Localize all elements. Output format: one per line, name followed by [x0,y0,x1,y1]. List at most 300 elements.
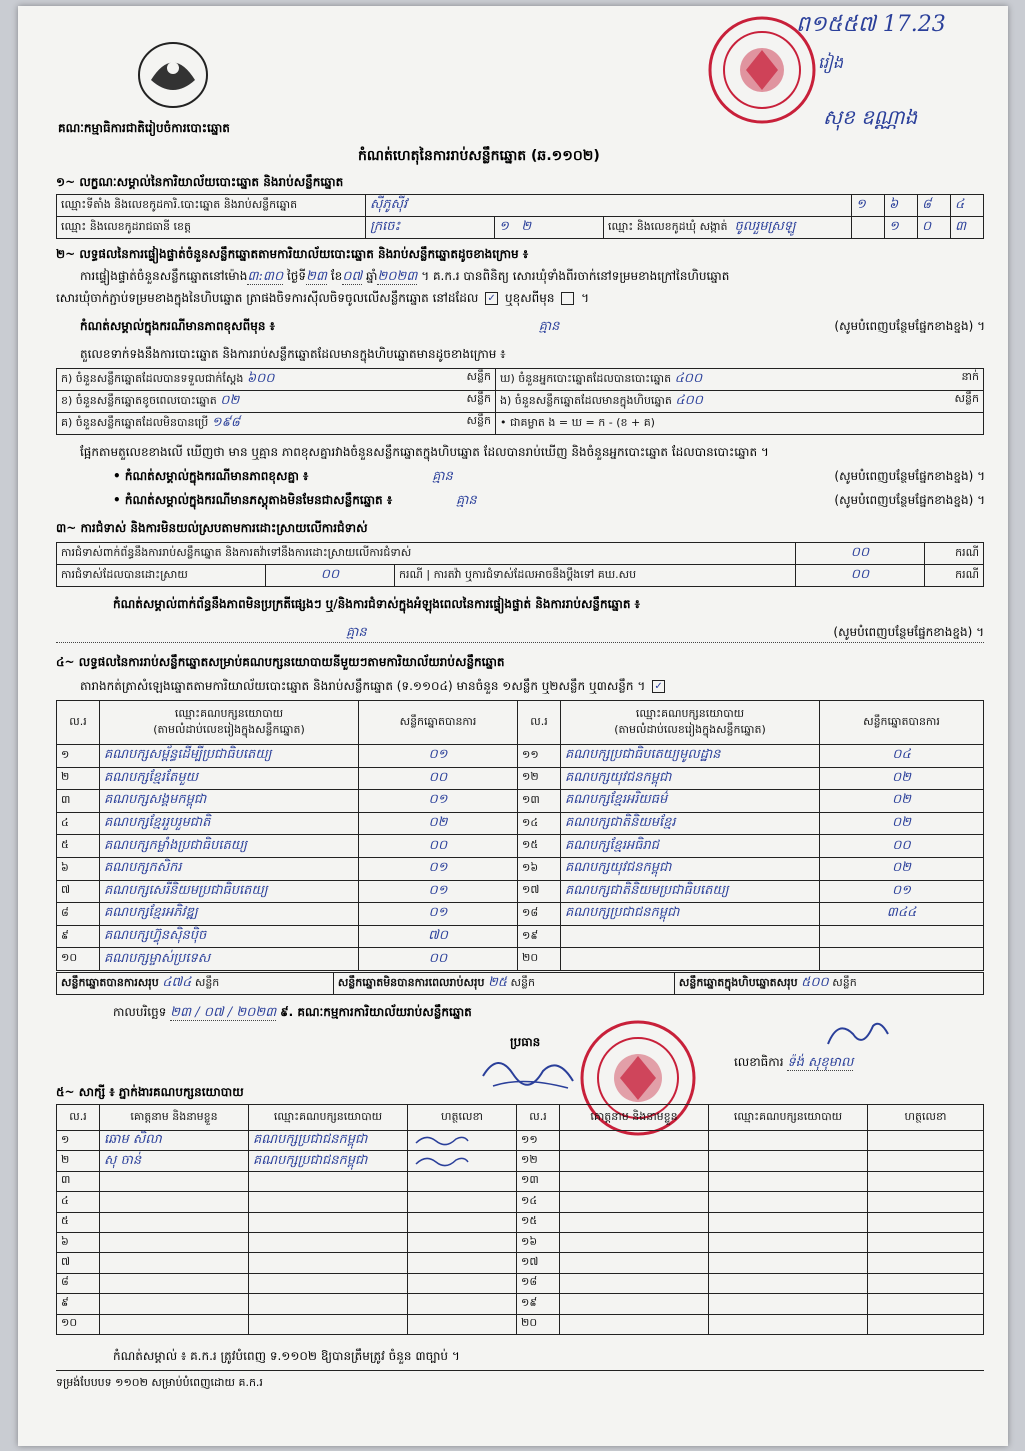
total-box-label: សន្លឹកឆ្នោតក្នុងហិបឆ្នោតសរុប [678,976,798,989]
witness-name: ឆោម សិលា [100,1131,249,1151]
witness-party [709,1273,868,1293]
bullet-difference-value: គ្មាន [432,469,453,484]
party-votes: ០១ [820,880,984,903]
appeal-label: ការតវ៉ា ឬការជំទាស់ដែលអាចនឹងប្តឹងទៅ គឃ.សប [433,567,637,581]
party-name: គណបក្សសម្ព័ន្ធដើម្បីប្រជាធិបតេយ្យ [100,745,359,768]
col-no-right: ល.រ [518,701,561,745]
party-name: គណបក្សយុវជនកម្ពុជា [561,857,820,880]
witness-no: ១៩ [517,1294,560,1314]
party-votes: ៧០ [359,925,518,948]
same-checkbox[interactable]: ✓ [485,292,498,305]
commune-value: ចូលរួមស្រឡូ [734,219,796,234]
party-no: ១២ [518,767,561,790]
totals-table [56,972,984,995]
party-votes: ០១ [359,880,518,903]
party-no: ១៧ [518,880,561,903]
secretary-signature [818,1014,898,1058]
witness-party [249,1314,408,1334]
fig-b-label: ខ) ចំនួនសន្លឹកឆ្នោតខូចពេលបោះឆ្នោត [61,394,217,407]
witness-name [560,1151,709,1171]
fig-c-label: គ) ចំនួនសន្លឹកឆ្នោតដែលមិនបានប្រើ [61,416,209,429]
witness-name [560,1131,709,1151]
party-no: ៥ [57,835,100,858]
section-3-heading: ៣~ ការជំទាស់ និងការមិនយល់ស្របតាមការដោះស្រាយលើការជំទាស់ [56,521,368,535]
witness-no: ១១ [517,1131,560,1151]
verification-paragraph-2: សោរឃុំចាក់ភ្ជាប់ទម្រមខាងក្នុងនៃហិបឆ្នោត ត្រាផងចិទការស៊ីលចិទចូលលើសន្លឹកឆ្នោត នៅដដែល ✓ ឬខុសពីមុន ។ [56,291,590,305]
witness-no: ៣ [57,1171,100,1191]
party-votes: ០១ [359,903,518,926]
party-votes: ៣៤៤ [820,903,984,926]
witness-no: ២ [57,1151,100,1171]
witness-row [57,1253,984,1273]
handwritten-note-3: សុខ ឧណ្ណាង [823,105,918,129]
party-no: ២០ [518,948,561,971]
province-code [495,217,604,239]
total-invalid-value: ២៥ [487,975,507,990]
party-votes: ០១ [359,857,518,880]
witness-party [249,1253,408,1273]
total-valid-label: សន្លឹកឆ្នោតបានការសរុប [61,976,159,989]
witness-no: ៥ [57,1212,100,1232]
fig-a-unit: សន្លឹក [466,370,491,383]
witness-row [57,1131,984,1151]
witness-signature [408,1212,517,1232]
col-party-right [561,701,820,745]
footer-rule [56,1370,984,1371]
witness-signature [868,1192,984,1212]
witness-name [100,1212,249,1232]
chair-signature [473,1046,583,1096]
witness-no: ១៥ [517,1212,560,1232]
witness-signature [868,1253,984,1273]
irregularity-note-value: គ្មាន [346,625,367,640]
org-name: គណៈកម្មាធិការជាតិរៀបចំការបោះឆ្នោត [58,121,230,135]
col-party-right-sub: (តាមលំដាប់លេខរៀងក្នុងសន្លឹកឆ្នោត) [614,722,766,736]
witness-signature [868,1294,984,1314]
results-row [57,745,984,768]
total-valid [57,973,334,995]
witness-party [709,1131,868,1151]
party-votes: ០០ [820,835,984,858]
witness-no: ២០ [517,1314,560,1334]
witness-party [709,1253,868,1273]
secretary-name: ទ៉ង់ សុខុមាល [787,1055,854,1070]
party-name: គណបក្សសង្គមកម្ពុជា [100,790,359,813]
hw-day: ២៣ [306,269,327,284]
section-2-heading: ២~ លទ្ធផលនៃការផ្ទៀងផ្ទាត់ចំនួនសន្លឹកឆ្នោតតាមការិយាល័យបោះឆ្នោត និងរាប់សន្លឹកឆ្នោតដូចខាងក្រោម ៖ [56,247,529,261]
commune-code-2: ០ [918,217,951,239]
official-stamp-top [706,14,818,126]
witness-name [100,1294,249,1314]
party-no: ៩ [57,925,100,948]
party-name: គណបក្សខ្មែររួបរួមជាតិ [100,812,359,835]
fig-b-unit: សន្លឹក [466,392,491,405]
location-code-1: ១ [852,195,885,217]
w-col-no-left: ល.រ [57,1105,100,1131]
hw-time: ៣:៣០ [247,269,284,284]
location-label: ឈ្មោះទីតាំង និងលេខកូដការិ.បោះឆ្នោត និងរាប់សន្លឹកឆ្នោត [57,195,366,217]
witness-party [249,1273,408,1293]
party-votes: ០០ [359,767,518,790]
figures-intro: តួលេខទាក់ទងនឹងការបោះឆ្នោត និងការរាប់សន្លឹកឆ្នោតដែលមានក្នុងហិបឆ្នោតមានដូចខាងក្រោម ៖ [80,347,506,361]
witness-party [709,1171,868,1191]
party-name: គណបក្សកម្លាំងប្រជាធិបតេយ្យ [100,835,359,858]
witness-party [709,1151,868,1171]
results-body [57,745,984,971]
party-name [561,925,820,948]
witness-row [57,1314,984,1334]
witness-signature [408,1314,517,1334]
party-votes [820,925,984,948]
fig-d-unit: នាក់ [961,370,979,383]
witness-name [560,1314,709,1334]
bullet-difference-label: • កំណត់សម្គាល់ក្នុងករណីមានភាពខុសគ្នា ៖ [113,469,309,483]
date-label: កាលបរិច្ឆេទ [113,1005,167,1019]
witness-party [709,1294,868,1314]
witness-signature [408,1151,517,1171]
location-code-3: ៨ [918,195,951,217]
date-line [113,1004,472,1023]
witness-table [56,1104,984,1335]
witness-name [560,1253,709,1273]
section-1-heading: ១~ លក្ខណៈសម្គាល់នៃការិយាល័យបោះឆ្នោត និងរាប់សន្លឹកឆ្នោត [56,175,344,189]
figures-table [56,368,984,435]
party-no: ១៥ [518,835,561,858]
results-row [57,880,984,903]
party-votes: ០២ [359,812,518,835]
witness-party: គណបក្សប្រជាជនកម្ពុជា [249,1131,408,1151]
chair-label: ប្រធាន [510,1035,541,1049]
witness-signature [408,1232,517,1252]
w-col-party-right: ឈ្មោះគណបក្សនយោបាយ [709,1105,868,1131]
witness-no: ១៤ [517,1192,560,1212]
secretary-label: លេខាធិការ [734,1055,784,1069]
province-label: ឈ្មោះ និងលេខកូដរាជធានី ខេត្ត [57,217,366,239]
fig-d-value: ៤០០ [674,371,703,386]
location-code-2: ៦ [885,195,918,217]
witness-signature [868,1212,984,1232]
party-name: គណបក្សម្ចាស់ប្រទេស [100,948,359,971]
party-name: គណបក្សជាតិនិយមប្រជាធិបតេយ្យ [561,880,820,903]
witness-signature [408,1294,517,1314]
w-col-sign-right: ហត្ថលេខា [868,1105,984,1131]
bullet-difference [113,468,985,487]
party-no: ១០ [57,948,100,971]
difference-note-value: គ្មាន [538,319,560,334]
difference-note-label: កំណត់សម្គាល់ក្នុងករណីមានភាពខុសពីមុន ៖ [80,319,275,333]
party-name: គណបក្សប្រជាធិបតេយ្យមូលដ្ឋាន [561,745,820,768]
witness-party [249,1294,408,1314]
witness-signature [868,1151,984,1171]
witness-no: ១០ [57,1314,100,1334]
col-party-left [100,701,359,745]
witness-no: ១៦ [517,1232,560,1252]
total-box [674,973,983,995]
party-votes: ០១ [359,745,518,768]
handwritten-note-2: រៀង [818,53,844,72]
witness-body [57,1131,984,1335]
witness-signature [868,1273,984,1293]
witness-name [100,1314,249,1334]
bullet-difference-suffix: (សូមបំពេញបន្ថែមផ្នែកខាងខ្នង) ។ [834,469,985,483]
party-no: ១៨ [518,903,561,926]
party-name: គណបក្សប្រជាជនកម្ពុជា [561,903,820,926]
witness-party: គណបក្សប្រជាជនកម្ពុជា [249,1151,408,1171]
total-valid-unit: សន្លឹក [194,976,220,989]
party-votes: ០១ [359,790,518,813]
col-party-left-sub: (តាមលំដាប់លេខរៀងក្នុងសន្លឹកឆ្នោត) [153,722,305,736]
party-no: ១៦ [518,857,561,880]
witness-no: ៤ [57,1192,100,1212]
province-code-2: ២ [521,219,532,234]
total-invalid-unit: សន្លឹក [510,976,535,989]
col-votes-left: សន្លឹកឆ្នោតបានការ [359,701,518,745]
col-no-left: ល.រ [57,701,100,745]
witness-name [560,1212,709,1232]
party-no: ១៤ [518,812,561,835]
witness-signature [868,1171,984,1191]
para2-text: សោរឃុំចាក់ភ្ជាប់ទម្រមខាងក្នុងនៃហិបឆ្នោត ត្រាផងចិទការស៊ីលចិទចូលលើសន្លឹកឆ្នោត នៅដដែល [56,291,479,305]
witness-row [57,1151,984,1171]
appeal-value: ០០ [796,565,925,587]
witness-no: ៨ [57,1273,100,1293]
witness-name [560,1294,709,1314]
tally-sheet-count [80,678,668,696]
province-code-1: ១ [499,219,509,234]
appeal-cell: ករណី | ការតវ៉ា ឬការជំទាស់ដែលអាចនឹងប្តឹងទៅ គឃ.សប [395,565,796,587]
fig-formula: • ជាគម្លាត ង = ឃ = ក - (ខ + គ) [500,415,655,429]
fig-b-value: ០២ [220,393,240,408]
fig-a-label: ក) ចំនួនសន្លឹកឆ្នោតដែលបានទទួលជាក់ស្តែង [61,372,244,385]
witness-name: សុ ចាន់ [100,1151,249,1171]
party-name [561,948,820,971]
party-name: គណបក្សខ្មែរតែមួយ [100,767,359,790]
party-name: គណបក្សសេរីនិយមប្រជាធិបតេយ្យ [100,880,359,903]
witness-name [100,1192,249,1212]
irregularity-note-line [56,624,984,643]
form-title: កំណត់ហេតុនៃការរាប់សន្លឹកឆ្នោត (ឆ.១១០២) [358,148,600,164]
irregularity-note-label: កំណត់សម្គាល់ពាក់ព័ន្ធនឹងភាពមិនប្រក្រតីផ្សេងៗ ឬ/និងការជំទាស់ក្នុងអំឡុងពេលនៃការផ្ទៀងផ្ទាត់ និងការរាប់សន្លឹកឆ្នោត ៖ [113,597,640,611]
objections-table [56,542,984,587]
commune-label: ឈ្មោះ និងលេខកូដឃុំ សង្កាត់ [608,220,728,233]
fig-a-value: ៦០០ [246,371,275,386]
party-name: គណបក្សយុវជនកម្ពុជា [561,767,820,790]
col-votes-right: សន្លឹកឆ្នោតបានការ [820,701,984,745]
party-no: ១៩ [518,925,561,948]
party-no: ៦ [57,857,100,880]
party-name: គណបក្សជាតិនិយមខ្មែរ [561,812,820,835]
tally-3-sheets-checkbox[interactable]: ✓ [652,680,665,693]
witness-row [57,1273,984,1293]
party-votes: ០២ [820,812,984,835]
witness-row [57,1294,984,1314]
changed-label: ឬខុសពីមុន [504,291,555,305]
difference-note-suffix: (សូមបំពេញបន្ថែមផ្នែកខាងខ្នង) ។ [834,319,985,333]
witness-no: ១ [57,1131,100,1151]
party-no: ៧ [57,880,100,903]
witness-signature [868,1232,984,1252]
party-votes: ០៤ [820,745,984,768]
witness-signature [408,1171,517,1191]
commune-code-3: ៣ [951,217,984,239]
witness-signature [868,1314,984,1334]
witness-party [709,1192,868,1212]
tally-intro: តារាងកត់ត្រាសំឡេងឆ្នោតតាមការិយាល័យបោះឆ្នោត និងរាប់សន្លឹកឆ្នោត (ទ.១១០៤) មានចំនួន ១សន្លឹក ឬ២សន្លឹក ឬ៣សន្លឹក ។ [80,679,646,693]
para-tail: ។ គ.ក.រ បានពិនិត្យ សោរឃុំទាំងពីរចាក់នៅទម្រមខាងក្រៅនៃហិបឆ្នោត [421,269,730,283]
w-col-no-right: ល.រ [517,1105,560,1131]
witness-name [560,1171,709,1191]
party-name: គណបក្សកសិករ [100,857,359,880]
party-name: គណបក្សហ៊្វុនស៊ិនប៉ិច [100,925,359,948]
col-party-left-title: ឈ្មោះគណបក្សនយោបាយ [174,706,284,720]
witness-party [709,1314,868,1334]
results-table [56,700,984,971]
para-month-label: ខែ [330,269,343,283]
difference-note [80,318,985,337]
total-invalid [333,973,674,995]
witness-no: ៧ [57,1253,100,1273]
commune-cell [604,217,852,239]
witness-name [100,1232,249,1252]
hw-month: ០៧ [342,269,363,284]
party-no: ១ [57,745,100,768]
party-name: គណបក្សខ្មែរអភិវឌ្ឍ [100,903,359,926]
total-box-unit: សន្លឹក [832,976,857,989]
w-col-name-left: គោត្តនាម និងនាមខ្លួន [100,1105,249,1131]
witness-name [560,1192,709,1212]
bullet-non-ballot-value: គ្មាន [455,493,477,508]
para-day-label: ថ្ងៃទី [286,269,307,283]
party-no: ៣ [57,790,100,813]
party-no: ១៣ [518,790,561,813]
location-value: ស៊ីភូស៊ីវ [366,195,852,217]
witness-row [57,1212,984,1232]
hw-year: ២០២៣ [377,269,418,284]
total-invalid-label: សន្លឹកឆ្នោតមិនបានការពេលរាប់សរុប [337,976,485,989]
fig-c-unit: សន្លឹក [466,414,491,427]
w-col-party-left: ឈ្មោះគណបក្សនយោបាយ [249,1105,408,1131]
party-votes: ០០ [359,835,518,858]
fig-e-value: ៤០០ [675,393,703,408]
party-votes [820,948,984,971]
witness-party [249,1232,408,1252]
comparison-statement: ផ្អែកតាមតួលេខខាងលើ ឃើញថា មាន ឬគ្មាន ភាពខុសគ្នារវាងចំនួនសន្លឹកឆ្នោតក្នុងហិបឆ្នោត ដែលបានរាប់ឃើញ និងចំនួនអ្នកបោះឆ្នោត ដែលបានបោះឆ្នោត ។ [80,445,769,459]
witness-party [249,1171,408,1191]
party-no: ៤ [57,812,100,835]
date-value: ២៣ / ០៧ / ២០២៣ [170,1005,277,1020]
section-4-heading: ៤~ លទ្ធផលនៃការរាប់សន្លឹកឆ្នោតសម្រាប់គណបក្សនយោបាយនីមួយៗតាមការិយាល័យរាប់សន្លឹកឆ្នោត [56,655,505,669]
witness-row [57,1232,984,1252]
resolved-label: ការជំទាស់ដែលបានដោះស្រាយ [57,565,266,587]
province-value: ក្រចេះ [366,217,495,239]
fig-d-label: ឃ) ចំនួនអ្នកបោះឆ្នោតដែលបានបោះឆ្នោត [500,372,672,385]
results-row [57,857,984,880]
party-no: ១១ [518,745,561,768]
witness-no: ១៣ [517,1171,560,1191]
location-code-4: ៤ [951,195,984,217]
w-col-sign-left: ហត្ថលេខា [408,1105,517,1131]
witness-name [560,1273,709,1293]
para-time-label: ការផ្ទៀងផ្ទាត់ចំនួនសន្លឹកឆ្នោតនៅម៉ោង [80,269,248,283]
verification-paragraph-1 [80,268,985,287]
resolved-value: ០០ [266,565,395,587]
party-votes: ០២ [820,857,984,880]
witness-no: ១៨ [517,1273,560,1293]
party-votes: ០២ [820,790,984,813]
w-col-name-right: គោត្តនាម និងនាមខ្លួន [560,1105,709,1131]
objection-row-1: ការជំទាស់ពាក់ព័ន្ធនឹងការរាប់សន្លឹកឆ្នោត និងការតវ៉ាទៅនឹងការដោះស្រាយលើការជំទាស់ [57,543,796,565]
witness-signature [408,1273,517,1293]
col-party-right-title: ឈ្មោះគណបក្សនយោបាយ [635,706,745,720]
witness-row [57,1171,984,1191]
para-year-label: ឆ្នាំ [365,269,378,283]
committee-title: ៩. គណៈកម្មការការិយាល័យរាប់សន្លឹកឆ្នោត [280,1005,472,1019]
section-5-heading: ៥~ សាក្សី ៖ ភ្នាក់ងារគណបក្សនយោបាយ [56,1085,244,1099]
witness-party [709,1232,868,1252]
witness-party [249,1212,408,1232]
results-row [57,767,984,790]
changed-checkbox[interactable] [561,292,574,305]
fig-e-label: ង) ចំនួនសន្លឹកឆ្នោតដែលមានក្នុងហិបឆ្នោត [500,394,672,407]
witness-no: ១៧ [517,1253,560,1273]
results-row [57,790,984,813]
commune-code-1: ១ [885,217,918,239]
witness-no: ១២ [517,1151,560,1171]
witness-no: ៩ [57,1294,100,1314]
witness-no: ៦ [57,1232,100,1252]
results-row [57,948,984,971]
total-box-value: ៥០០ [801,975,829,990]
party-votes: ០០ [359,948,518,971]
total-valid-value: ៤៧៤ [162,975,192,990]
party-no: ២ [57,767,100,790]
fig-c-value: ១៩៨ [211,415,240,430]
party-name: គណបក្សខ្មែរអធិរាជ [561,835,820,858]
party-votes: ០២ [820,767,984,790]
objection-row-1-unit: ករណី [925,543,984,565]
party-no: ៨ [57,903,100,926]
witness-row [57,1192,984,1212]
footnote: កំណត់សម្គាល់ ៖ គ.ក.រ ត្រូវបំពេញ ទ.១១០២ ឱ្យបានត្រឹមត្រូវ ចំនួន ៣ច្បាប់ ។ [113,1349,460,1363]
results-row [57,903,984,926]
resolved-unit: ករណី [399,567,423,581]
party-name: គណបក្សខ្មែរអរិយធម៌ [561,790,820,813]
form-footer: ទម្រង់បែបបទ ១១០២ សម្រាប់បំពេញដោយ គ.ក.រ [56,1376,263,1389]
irregularity-note-suffix: (សូមបំពេញបន្ថែមផ្នែកខាងខ្នង) ។ [833,625,984,639]
results-row [57,812,984,835]
witness-party [709,1212,868,1232]
witness-name [100,1171,249,1191]
witness-name [560,1232,709,1252]
fig-e-unit: សន្លឹក [954,392,979,405]
witness-signature [408,1192,517,1212]
results-row [57,925,984,948]
handwritten-note-1: ព១៥៥៧ 17.23 [796,12,946,37]
bullet-non-ballot [113,492,985,511]
bullet-non-ballot-suffix: (សូមបំពេញបន្ថែមផ្នែកខាងខ្នង) ។ [834,493,985,507]
bullet-non-ballot-label: • កំណត់សម្គាល់ក្នុងករណីមានភស្តុតាងមិនមែនជាសន្លឹកឆ្នោត ៖ [113,493,393,507]
section-1-table [56,194,984,239]
witness-name [100,1253,249,1273]
objection-row-1-value: ០០ [796,543,925,565]
witness-signature [408,1131,517,1151]
witness-party [249,1192,408,1212]
witness-signature [408,1253,517,1273]
witness-signature [868,1131,984,1151]
document-sheet [18,6,1008,1446]
results-row [57,835,984,858]
nec-logo [136,40,210,110]
